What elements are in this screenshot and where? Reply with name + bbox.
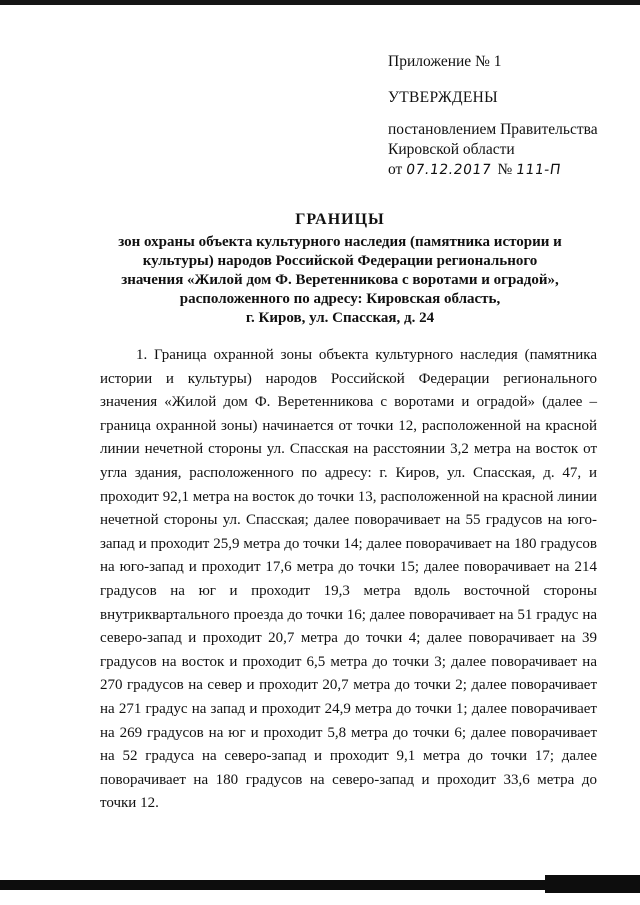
title-line-5: г. Киров, ул. Спасская, д. 24: [245, 310, 435, 326]
scan-edge-corner: [545, 875, 640, 893]
decree-line-1: постановлением Правительства: [388, 121, 598, 138]
appendix-label: Приложение № 1: [388, 53, 502, 70]
decree-date: 07.12.2017: [405, 162, 493, 178]
decree-info: [388, 120, 628, 180]
title-main: ГРАНИЦЫ: [295, 211, 385, 228]
date-prefix: от: [388, 161, 403, 178]
document-title: [60, 210, 620, 328]
approval-block: [388, 52, 628, 180]
decree-date-number: [388, 160, 628, 180]
title-line-2: культуры) народов Российской Федерации регионального: [142, 253, 538, 269]
number-prefix: №: [497, 161, 513, 178]
decree-number: 111-П: [515, 162, 563, 178]
title-line-1: зон охраны объекта культурного наследия (памятника истории и: [118, 234, 562, 250]
approved-label: УТВЕРЖДЕНЫ: [388, 89, 498, 106]
body-paragraph: 1. Граница охранной зоны объекта культурного наследия (памятника истории и культуры) народов Российской Федерации регионального значения «Жилой дом Ф. Веретенникова с воротами и оградой» (далее – граница охранной зоны) начинается от точки 12, расположенной на красной линии нечетной стороны ул. Спасская на расстоянии 3,2 метра на восток от угла здания, расположенного по адресу: г. Киров, ул. Спасская, д. 47, и проходит 92,1 метра на восток до точки 13, расположенной на красной линии нечетной стороны ул. Спасская; далее поворачивает на 55 градусов на юго-запад и проходит 25,9 метра до точки 14; далее поворачивает на 180 градусов на юго-запад и проходит 17,6 метра до точки 15; далее поворачивает на 214 градусов на юг и проходит 19,3 метра вдоль восточной стороны внутриквартального проезда до точки 16; далее поворачивает на 51 градус на северо-запад и проходит 20,7 метра до точки 4; далее поворачивает на 39 градусов на восток и проходит 6,5 метра до точки 3; далее поворачивает на 270 градусов на север и проходит 20,7 метра до точки 2; далее поворачивает на 271 градус на запад и проходит 24,9 метра до точки 1; далее поворачивает на 269 градусов на юг и проходит 5,8 метра до точки 6; далее поворачивает на 52 градуса на северо-запад и проходит 9,1 метра до точки 17; далее поворачивает на 180 градусов на северо-запад и проходит 33,6 метра до точки 12.: [100, 347, 597, 812]
title-line-3: значения «Жилой дом Ф. Веретенникова с воротами и оградой»,: [121, 272, 559, 288]
scan-edge-top: [0, 0, 640, 5]
decree-line-2: Кировской области: [388, 141, 515, 158]
scan-edge-bottom: [0, 880, 640, 890]
title-line-4: расположенного по адресу: Кировская область,: [179, 291, 501, 307]
